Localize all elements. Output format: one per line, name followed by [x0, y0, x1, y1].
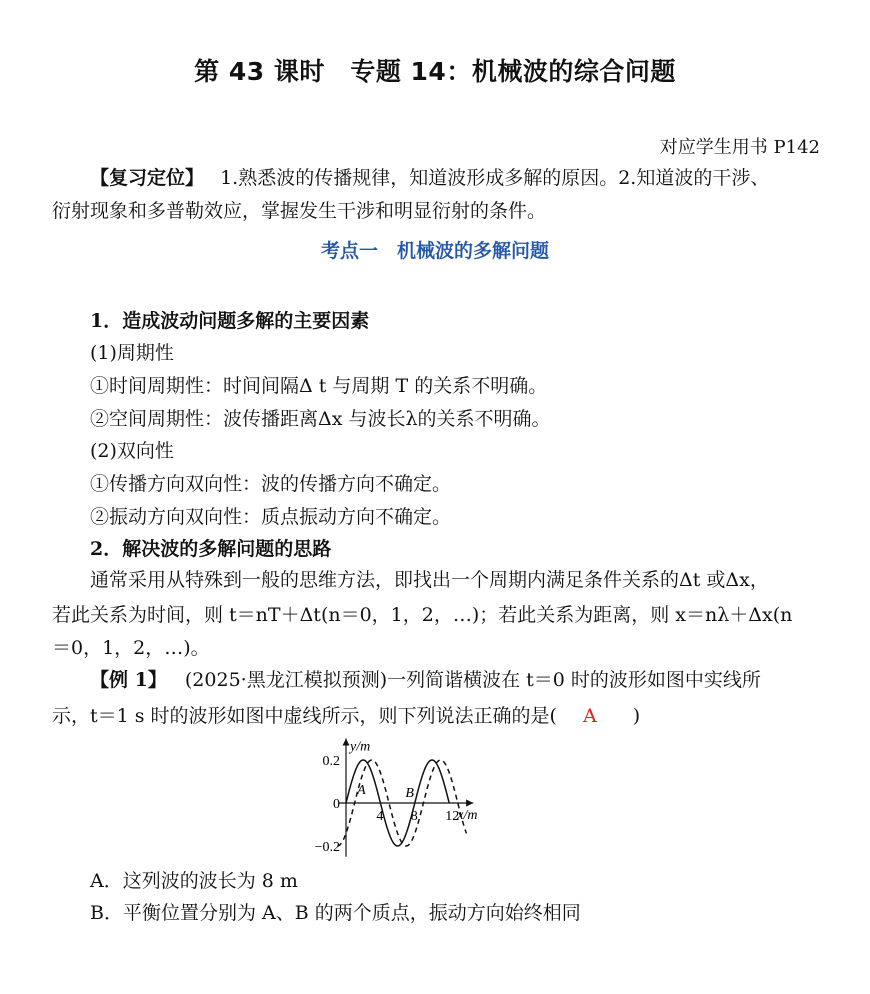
option-b: B．平衡位置分别为 A、B 的两个质点，振动方向始终相同 — [90, 902, 581, 924]
example-line-2 — [52, 704, 640, 728]
x-tick-label: 12 — [445, 809, 460, 824]
point-b-label: B — [405, 786, 414, 801]
y-axis-label: y/m — [350, 739, 371, 755]
x-tick-label: 8 — [410, 809, 418, 824]
example-text-2: 示，t＝1 s 时的波形如图中虚线所示，则下列说法正确的是( — [52, 705, 557, 727]
review-label: 【复习定位】 — [90, 167, 205, 189]
time-periodicity: ①时间周期性：时间间隔Δ t 与周期 T 的关系不明确。 — [90, 375, 548, 397]
review-text-1: 1.熟悉波的传播规律，知道波形成多解的原因。2.知道波的干涉、 — [220, 167, 770, 189]
y-tick-label: −0.2 — [314, 840, 340, 855]
review-line-1 — [90, 166, 769, 190]
example-answer: A — [583, 705, 597, 727]
point-a-label: A — [357, 783, 366, 798]
example-line-1 — [90, 668, 761, 692]
vibration-bidirectionality: ②振动方向双向性：质点振动方向不确定。 — [90, 506, 452, 528]
example-close-paren: ) — [632, 705, 641, 727]
x-axis-label: x/m — [457, 808, 478, 823]
example-text-1: (2025·黑龙江模拟预测)一列简谐横波在 t＝0 时的波形如图中实线所 — [184, 669, 761, 691]
review-text-2: 衍射现象和多普勒效应，掌握发生干涉和明显衍射的条件。 — [52, 200, 547, 222]
section-title: 考点一 机械波的多解问题 — [320, 240, 549, 262]
solution-line-2: 若此关系为时间，则 t＝nT＋Δt(n＝0，1，2，…)；若此关系为距离，则 x＝nλ＋Δx(n — [52, 604, 793, 626]
book-reference: 对应学生用书 P142 — [659, 137, 820, 158]
solution-line-1: 通常采用从特殊到一般的思维方法，即找出一个周期内满足条件关系的Δt 或Δx， — [90, 569, 769, 591]
example-label: 【例 1】 — [90, 669, 167, 691]
page-title: 第 43 课时 专题 14：机械波的综合问题 — [194, 57, 676, 86]
wave-chart — [300, 732, 640, 862]
x-tick-label: 4 — [376, 809, 384, 824]
bidirectionality: (2)双向性 — [90, 440, 174, 462]
heading-2: 2．解决波的多解问题的思路 — [90, 538, 332, 560]
heading-1: 1．造成波动问题多解的主要因素 — [90, 310, 370, 332]
space-periodicity: ②空间周期性：波传播距离Δx 与波长λ的关系不明确。 — [90, 408, 551, 430]
y-tick-label: 0.2 — [322, 754, 340, 769]
y-tick-label: 0 — [333, 797, 340, 812]
solution-line-3: ＝0，1，2，…)。 — [52, 637, 210, 659]
periodicity: (1)周期性 — [90, 342, 174, 364]
option-a: A．这列波的波长为 8 m — [90, 870, 298, 892]
direction-bidirectionality: ①传播方向双向性：波的传播方向不确定。 — [90, 473, 452, 495]
